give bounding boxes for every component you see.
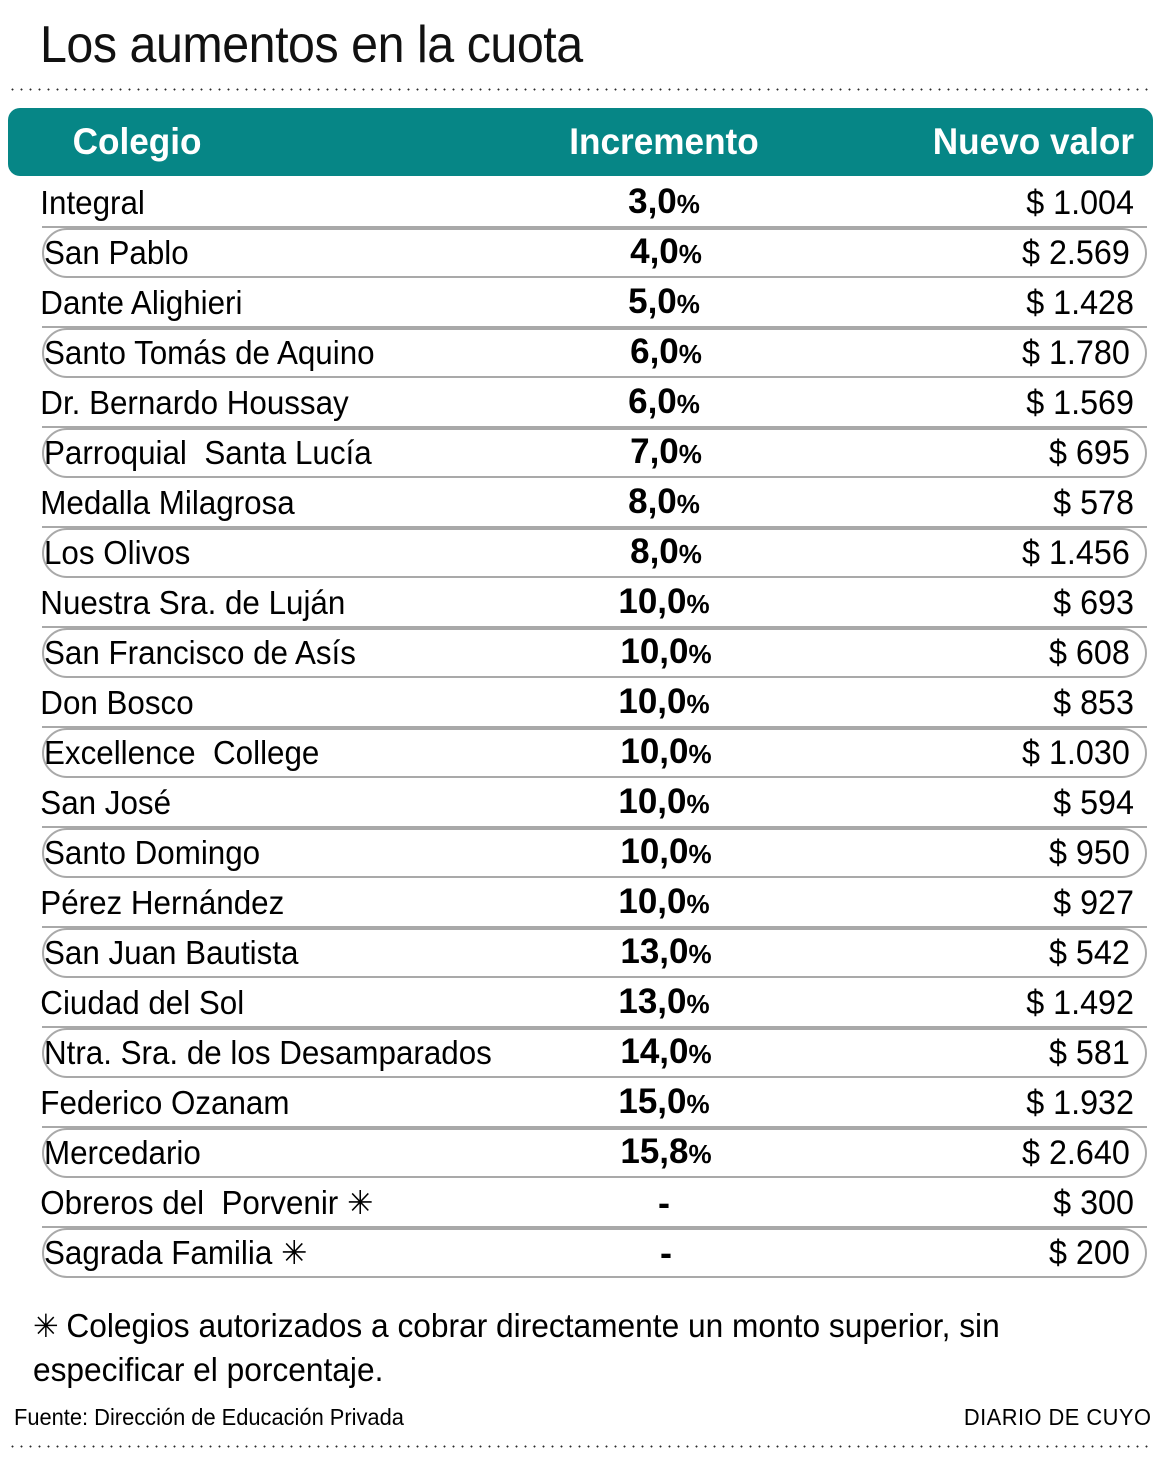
cell-incremento xyxy=(526,834,806,872)
page-title: Los aumentos en la cuota xyxy=(40,16,583,74)
cell-nuevo-valor: $ 950 xyxy=(1048,834,1130,872)
cell-nuevo-valor: $ 1.004 xyxy=(1026,184,1134,222)
column-header-incremento: Incremento xyxy=(569,121,759,162)
column-header-colegio: Colegio xyxy=(72,121,202,162)
table-row xyxy=(42,1028,1147,1078)
column-header-nuevo-valor: Nuevo valor xyxy=(932,121,1134,162)
increment-value: 6,0 xyxy=(630,332,679,371)
cell-incremento xyxy=(524,1084,804,1122)
table-row xyxy=(8,778,1153,828)
increment-value: 13,0 xyxy=(618,982,687,1021)
cell-nuevo-valor: $ 1.932 xyxy=(1026,1084,1134,1122)
cell-nuevo-valor: $ 581 xyxy=(1048,1034,1130,1072)
percent-sign: % xyxy=(688,839,712,869)
table-row xyxy=(8,578,1153,628)
percent-sign: % xyxy=(676,489,700,519)
cell-incremento xyxy=(524,184,804,222)
cell-colegio: San Juan Bautista xyxy=(44,934,299,971)
footnote xyxy=(8,1304,1079,1392)
percent-sign: % xyxy=(676,389,700,419)
cell-incremento xyxy=(524,284,804,322)
cell-incremento xyxy=(524,384,804,422)
cell-nuevo-valor: $ 2.569 xyxy=(1022,234,1130,272)
cell-incremento xyxy=(524,984,804,1022)
cell-incremento xyxy=(526,1134,806,1172)
table-row xyxy=(42,928,1147,978)
increment-value: 10,0 xyxy=(618,682,687,721)
increment-value: 10,0 xyxy=(620,832,689,871)
increment-value: 10,0 xyxy=(618,582,687,621)
table-row xyxy=(8,278,1153,328)
cell-colegio: Ciudad del Sol xyxy=(40,984,245,1021)
increment-value: 4,0 xyxy=(630,232,679,271)
percent-sign: % xyxy=(686,889,710,919)
cell-nuevo-valor: $ 1.456 xyxy=(1022,534,1130,572)
credit-row xyxy=(14,1404,1151,1431)
percent-sign: % xyxy=(676,289,700,319)
percent-sign: % xyxy=(678,239,702,269)
cell-nuevo-valor: $ 927 xyxy=(1053,884,1134,922)
cell-incremento xyxy=(524,884,804,922)
table-row xyxy=(8,978,1153,1028)
increment-value: 3,0 xyxy=(628,182,677,221)
increment-value: 13,0 xyxy=(620,932,689,971)
table-header-row xyxy=(8,108,1153,176)
cell-nuevo-valor: $ 542 xyxy=(1048,934,1130,972)
percent-sign: % xyxy=(688,739,712,769)
cell-incremento xyxy=(526,534,806,572)
cell-incremento xyxy=(524,584,804,622)
cell-incremento xyxy=(524,484,804,522)
table-row xyxy=(8,378,1153,428)
cell-incremento xyxy=(524,1182,804,1223)
table-row xyxy=(42,428,1147,478)
table-row xyxy=(8,1178,1153,1228)
table xyxy=(8,108,1153,1278)
cell-incremento xyxy=(526,734,806,772)
cell-colegio: Santo Tomás de Aquino xyxy=(44,334,375,371)
divider-dotted-bottom xyxy=(8,1445,1153,1448)
increment-value: 10,0 xyxy=(618,782,687,821)
cell-colegio: Integral xyxy=(40,184,145,221)
cell-colegio: Dr. Bernardo Houssay xyxy=(40,384,349,421)
cell-incremento xyxy=(524,784,804,822)
percent-sign: % xyxy=(688,939,712,969)
table-row xyxy=(42,1128,1147,1178)
table-row xyxy=(42,1228,1147,1278)
cell-nuevo-valor: $ 1.428 xyxy=(1026,284,1134,322)
increment-value: 8,0 xyxy=(628,482,677,521)
cell-incremento xyxy=(526,234,806,272)
source-label: Fuente: Dirección de Educación Privada xyxy=(14,1404,404,1430)
asterisk-icon: ✳ xyxy=(32,1308,59,1344)
cell-colegio: Nuestra Sra. de Luján xyxy=(40,584,346,621)
increment-value: 15,0 xyxy=(618,1082,687,1121)
cell-colegio: Sagrada Familia ✳ xyxy=(44,1234,308,1271)
increment-value: 14,0 xyxy=(620,1032,689,1071)
table-row xyxy=(42,528,1147,578)
cell-nuevo-valor: $ 1.492 xyxy=(1026,984,1134,1022)
percent-sign: % xyxy=(686,1089,710,1119)
cell-colegio: Obreros del Porvenir ✳ xyxy=(40,1184,374,1221)
percent-sign: % xyxy=(688,1039,712,1069)
percent-sign: % xyxy=(686,989,710,1019)
increment-value: 10,0 xyxy=(618,882,687,921)
cell-nuevo-valor: $ 1.780 xyxy=(1022,334,1130,372)
cell-nuevo-valor: $ 853 xyxy=(1053,684,1134,722)
percent-sign: % xyxy=(688,639,712,669)
cell-nuevo-valor: $ 693 xyxy=(1053,584,1134,622)
cell-nuevo-valor: $ 695 xyxy=(1048,434,1130,472)
cell-colegio: San Pablo xyxy=(44,234,189,271)
percent-sign: % xyxy=(678,539,702,569)
divider-dotted-top xyxy=(8,88,1153,91)
cell-nuevo-valor: $ 608 xyxy=(1048,634,1130,672)
increment-value: 7,0 xyxy=(630,432,679,471)
percent-sign: % xyxy=(678,339,702,369)
cell-incremento xyxy=(526,634,806,672)
cell-nuevo-valor: $ 1.569 xyxy=(1026,384,1134,422)
cell-colegio: San Francisco de Asís xyxy=(44,634,356,671)
increment-value: 6,0 xyxy=(628,382,677,421)
cell-incremento xyxy=(526,1034,806,1072)
cell-nuevo-valor: $ 578 xyxy=(1053,484,1134,522)
table-row xyxy=(8,478,1153,528)
cell-colegio: Excellence College xyxy=(44,734,320,771)
cell-colegio: Los Olivos xyxy=(44,534,191,571)
cell-incremento xyxy=(526,934,806,972)
increment-value: 15,8 xyxy=(620,1132,689,1171)
increment-value: - xyxy=(660,1232,672,1273)
cell-colegio: Santo Domingo xyxy=(44,834,261,871)
percent-sign: % xyxy=(678,439,702,469)
cell-nuevo-valor: $ 2.640 xyxy=(1022,1134,1130,1172)
increment-value: 10,0 xyxy=(620,632,689,671)
cell-colegio: Ntra. Sra. de los Desamparados xyxy=(44,1034,492,1071)
cell-nuevo-valor: $ 300 xyxy=(1053,1184,1134,1222)
cell-colegio: Parroquial Santa Lucía xyxy=(44,434,372,471)
cell-colegio: Dante Alighieri xyxy=(40,284,243,321)
table-row xyxy=(8,878,1153,928)
increment-value: - xyxy=(658,1182,670,1223)
cell-colegio: Medalla Milagrosa xyxy=(40,484,295,521)
cell-incremento xyxy=(526,1232,806,1273)
percent-sign: % xyxy=(686,689,710,719)
table-row xyxy=(8,178,1153,228)
cell-nuevo-valor: $ 594 xyxy=(1053,784,1134,822)
brand-label: DIARIO DE CUYO xyxy=(963,1404,1151,1430)
percent-sign: % xyxy=(686,589,710,619)
table-row xyxy=(42,728,1147,778)
percent-sign: % xyxy=(676,189,700,219)
table-row xyxy=(8,1078,1153,1128)
increment-value: 10,0 xyxy=(620,732,689,771)
cell-nuevo-valor: $ 200 xyxy=(1048,1234,1130,1272)
increment-value: 5,0 xyxy=(628,282,677,321)
table-row xyxy=(42,328,1147,378)
cell-colegio: Don Bosco xyxy=(40,684,194,721)
percent-sign: % xyxy=(686,789,710,819)
increment-value: 8,0 xyxy=(630,532,679,571)
cell-nuevo-valor: $ 1.030 xyxy=(1022,734,1130,772)
table-row xyxy=(8,678,1153,728)
table-row xyxy=(42,628,1147,678)
table-body xyxy=(8,178,1153,1278)
table-row xyxy=(42,828,1147,878)
title-area xyxy=(0,0,1161,76)
cell-colegio: Mercedario xyxy=(44,1134,201,1171)
footnote-text: Colegios autorizados a cobrar directamente un monto superior, sin especificar el porcentaje. xyxy=(32,1307,1000,1388)
cell-colegio: Federico Ozanam xyxy=(40,1084,290,1121)
cell-incremento xyxy=(526,434,806,472)
cell-colegio: Pérez Hernández xyxy=(40,884,285,921)
cell-colegio: San José xyxy=(40,784,172,821)
cell-incremento xyxy=(524,684,804,722)
cell-incremento xyxy=(526,334,806,372)
table-row xyxy=(42,228,1147,278)
percent-sign: % xyxy=(688,1139,712,1169)
